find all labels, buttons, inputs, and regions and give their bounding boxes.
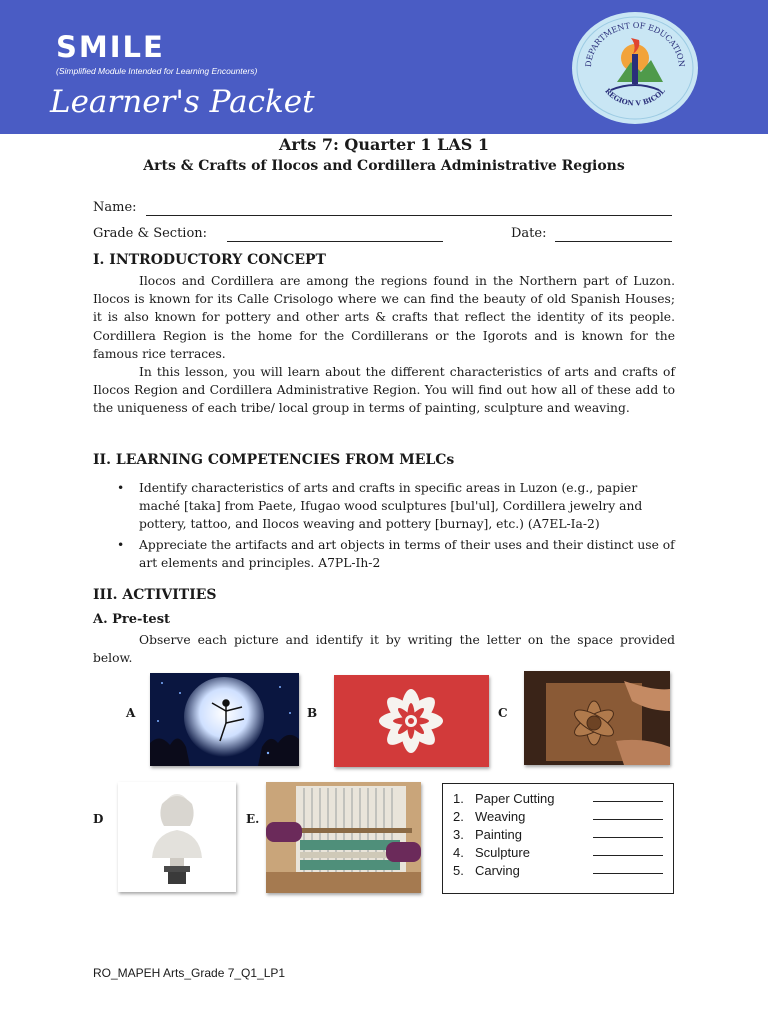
paper-cutting-picture (334, 675, 489, 767)
picture-label-b: B (307, 706, 318, 720)
brand-subtitle: (Simplified Module Intended for Learning Encounters) (56, 66, 258, 76)
header-banner (0, 0, 768, 134)
lesson-subtitle: Arts & Crafts of Ilocos and Cordillera Administrative Regions (143, 158, 625, 174)
answer-blank[interactable] (593, 808, 663, 820)
picture-label-e: E. (246, 812, 260, 826)
answer-key-box (442, 783, 674, 894)
answer-item-carving: 5. Carving (453, 862, 673, 880)
date-label: Date: (511, 226, 547, 241)
answer-item-sculpture: 4. Sculpture (453, 844, 673, 862)
answer-blank[interactable] (593, 790, 663, 802)
competency-item: • Appreciate the artifacts and art objects in terms of their uses and their distinct use of art elements and principles. A7PL-Ih-2 (117, 536, 677, 572)
pretest-instructions: Observe each picture and identify it by writing the letter on the space provided below. (93, 633, 675, 666)
weaving-picture (266, 782, 421, 893)
name-field[interactable] (146, 215, 672, 216)
grade-section-field[interactable] (227, 241, 443, 242)
intro-heading: I. INTRODUCTORY CONCEPT (93, 252, 326, 268)
answer-item-paper-cutting: 1. Paper Cutting (453, 790, 673, 808)
answer-blank[interactable] (593, 862, 663, 874)
picture-label-d: D (93, 812, 104, 826)
competencies-heading: II. LEARNING COMPETENCIES FROM MELCs (93, 452, 455, 468)
picture-label-a: A (126, 706, 136, 720)
lesson-title: Arts 7: Quarter 1 LAS 1 (279, 135, 489, 154)
carving-picture (524, 671, 670, 765)
sculpture-picture (118, 782, 236, 892)
competency-item: • Identify characteristics of arts and crafts in specific areas in Luzon (e.g., papier maché [taka] from Paete, Ifugao wood sculptures [bul'ul], Cordillera jewelry and pottery, tattoo, and Ilocos weaving and pottery [burnay], etc.) (A7EL-Ia-2) (117, 479, 677, 534)
deped-region-seal (571, 10, 699, 126)
answer-blank[interactable] (593, 826, 663, 838)
footer-code: RO_MAPEH Arts_Grade 7_Q1_LP1 (93, 966, 286, 980)
pretest-heading: A. Pre-test (93, 612, 171, 627)
intro-paragraph-1: Ilocos and Cordillera are among the regions found in the Northern part of Luzon. Ilocos is known for its Calle Crisologo where we can find the beauty of old Spanish Houses; it is also known for pottery and other arts & crafts that reflect the identity of its people. Cordillera Region is the home for the Cordillerans or the Igorots and is known for the famous rice terraces. (93, 274, 675, 361)
seal-top-text: DEPARTMENT OF EDUCATION (583, 20, 687, 68)
activities-heading: III. ACTIVITIES (93, 587, 217, 603)
packet-title: Learner's Packet (50, 84, 315, 120)
competencies-list (117, 479, 677, 574)
date-field[interactable] (555, 241, 672, 242)
grade-section-label: Grade & Section: (93, 226, 208, 241)
seal-bottom-text: REGION V BICOL (603, 86, 667, 108)
answer-blank[interactable] (593, 844, 663, 856)
name-label: Name: (93, 200, 137, 215)
brand-logo-text: SMILE (56, 30, 165, 64)
picture-label-c: C (498, 706, 508, 720)
answer-item-weaving: 2. Weaving (453, 808, 673, 826)
intro-paragraph-2: In this lesson, you will learn about the different characteristics of arts and crafts of Ilocos Region and Cordillera Administrative Region. You will find out how all of these add to the uniqueness of each tribe/ local group in terms of painting, sculpture and weaving. (93, 365, 675, 416)
painting-picture (150, 673, 299, 766)
answer-item-painting: 3. Painting (453, 826, 673, 844)
